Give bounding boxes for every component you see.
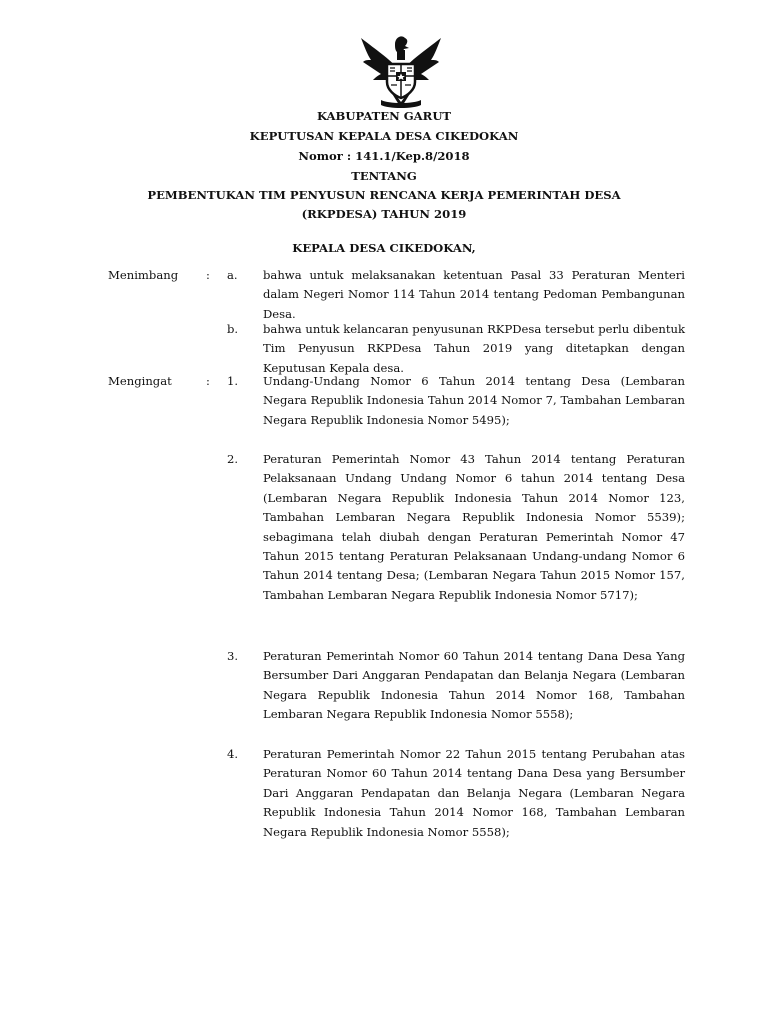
mengingat-colon: : (206, 374, 210, 388)
decree-number: Nomor : 141.1/Kep.8/2018 (298, 149, 470, 163)
about-heading: TENTANG (351, 169, 417, 183)
menimbang-label: Menimbang (108, 268, 179, 282)
mengingat-item-marker: 1. (227, 374, 239, 388)
menimbang-item-text: bahwa untuk melaksanakan ketentuan Pasal 33 Peraturan Menteri dalam Negeri Nomor 114 Tahun 2014 tentang Pedoman Pembangunan Desa. (263, 268, 685, 321)
mengingat-item-text: Undang-Undang Nomor 6 Tahun 2014 tentang Desa (Lembaran Negara Republik Indonesia Tahun 2014 Nomor 7, Tambahan Lembaran Negara Republik Indonesia Nomor 5495); (263, 374, 685, 427)
mengingat-item-marker: 2. (227, 452, 239, 466)
regency-heading: KABUPATEN GARUT (316, 109, 452, 123)
garuda-emblem-icon (355, 30, 447, 110)
menimbang-item-text: bahwa untuk kelancaran penyusunan RKPDesa tersebut perlu dibentuk Tim Penyusun RKPDesa Tahun 2019 yang ditetapkan dengan Keputusan Kepala desa. (263, 322, 685, 375)
menimbang-item-marker: b. (227, 322, 239, 336)
mengingat-label: Mengingat (108, 374, 172, 388)
mengingat-item-text: Peraturan Pemerintah Nomor 60 Tahun 2014 tentang Dana Desa Yang Bersumber Dari Anggaran Pendapatan dan Belanja Negara (Lembaran Negara Republik Indonesia Tahun 2014 Nomor 168, Tambahan Lembaran Negara Republik Indonesia Nomor 5558); (263, 649, 685, 722)
mengingat-item-text: Peraturan Pemerintah Nomor 22 Tahun 2015 tentang Perubahan atas Peraturan Nomor 60 Tahun 2014 tentang Dana Desa yang Bersumber Dari Anggaran Pendapatan dan Belanja Negara (Lembaran Negara Republik Indonesia Tahun 2014 Nomor 168, Tambahan Lembaran Negara Republik Indonesia Nomor 5558); (263, 747, 685, 839)
issuer-heading: KEPALA DESA CIKEDOKAN, (292, 241, 476, 255)
mengingat-item-marker: 4. (227, 747, 239, 761)
mengingat-item-marker: 3. (227, 649, 239, 663)
decree-title: KEPUTUSAN KEPALA DESA CIKEDOKAN (249, 129, 519, 143)
subject-line-1: PEMBENTUKAN TIM PENYUSUN RENCANA KERJA PEMERINTAH DESA (147, 188, 621, 202)
mengingat-item-text: Peraturan Pemerintah Nomor 43 Tahun 2014 tentang Peraturan Pelaksanaan Undang Undang Nomor 6 tahun 2014 tentang Desa (Lembaran Negara Republik Indonesia Tahun 2014 Nomor 123, Tambahan Lembaran Negara Republik Indonesia Nomor 5539); sebagimana telah diubah dengan Peraturan Pemerintah Nomor 47 Tahun 2015 tentang Peraturan Pelaksanaan Undang-undang Nomor 6 Tahun 2014 tentang Desa; (Lembaran Negara Tahun 2015 Nomor 157, Tambahan Lembaran Negara Republik Indonesia Nomor 5717); (263, 452, 685, 602)
subject-line-2: (RKPDESA) TAHUN 2019 (301, 207, 467, 221)
menimbang-item-marker: a. (227, 268, 238, 282)
menimbang-colon: : (206, 268, 210, 282)
